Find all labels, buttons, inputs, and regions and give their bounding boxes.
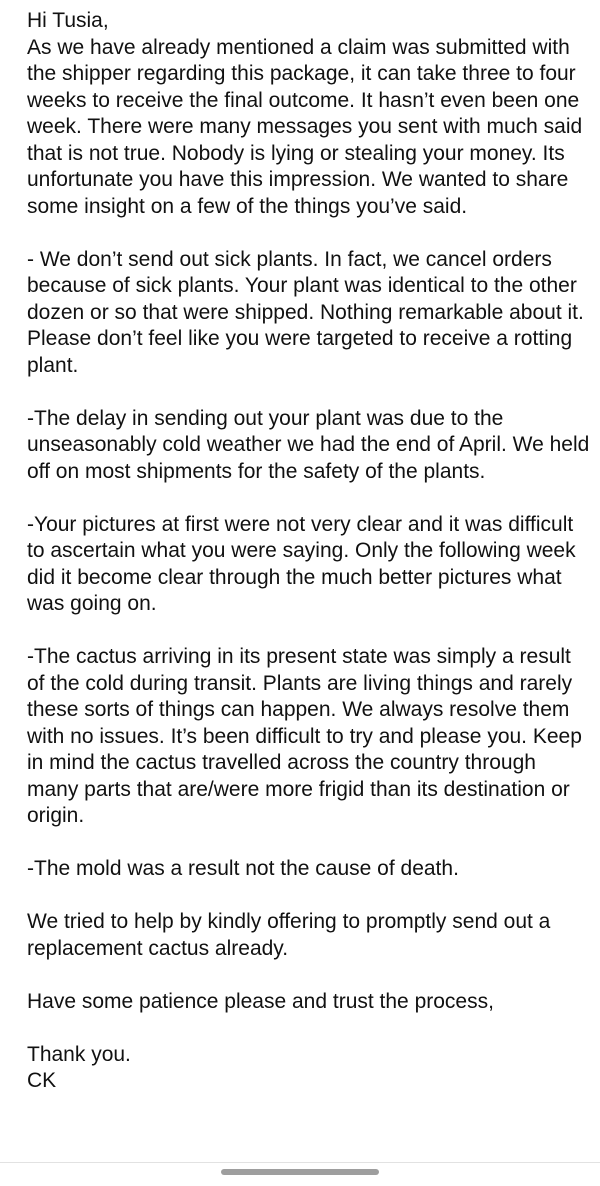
message-paragraph: -The cactus arriving in its present state was simply a result of the cold during transit. Plants are living things and rarely these sorts of things can happen. We always resolve them with no issues. It’s been difficult to try and please you. Keep in mind the cactus travelled across the country through many parts that are/were more frigid than its destination or origin. <box>27 645 582 827</box>
message-paragraph: -Your pictures at first were not very clear and it was difficult to ascertain what you were saying. Only the following week did it become clear through the much better pictures what was going on. <box>27 512 576 615</box>
message-closing: Thank you. <box>27 1042 131 1066</box>
message-greeting: Hi Tusia, <box>27 9 109 32</box>
message-paragraph: As we have already mentioned a claim was submitted with the shipper regarding this package, it can take three to four weeks to receive the final outcome. It hasn’t even been one week. There were many messages you sent with much said that is not true. Nobody is lying or stealing your money. Its unfortunate you have this impression. We wanted to share some insight on a few of the things you’ve said. <box>27 35 583 218</box>
message-paragraph: -The mold was a result not the cause of death. <box>27 857 459 880</box>
home-gesture-bar[interactable] <box>221 1169 379 1175</box>
bottom-divider <box>0 1162 600 1163</box>
message-signature: CK <box>27 1069 57 1092</box>
message-body <box>27 8 593 1095</box>
message-paragraph: We tried to help by kindly offering to promptly send out a replacement cactus already. <box>27 910 551 960</box>
message-paragraph: Have some patience please and trust the process, <box>27 989 494 1013</box>
message-paragraph: - We don’t send out sick plants. In fact, we cancel orders because of sick plants. Your plant was identical to the other dozen or so that were shipped. Nothing remarkable about it. Please don’t feel like you were targeted to receive a rotting plant. <box>27 247 584 377</box>
message-paragraph: -The delay in sending out your plant was due to the unseasonably cold weather we had the end of April. We held off on most shipments for the safety of the plants. <box>27 406 590 483</box>
